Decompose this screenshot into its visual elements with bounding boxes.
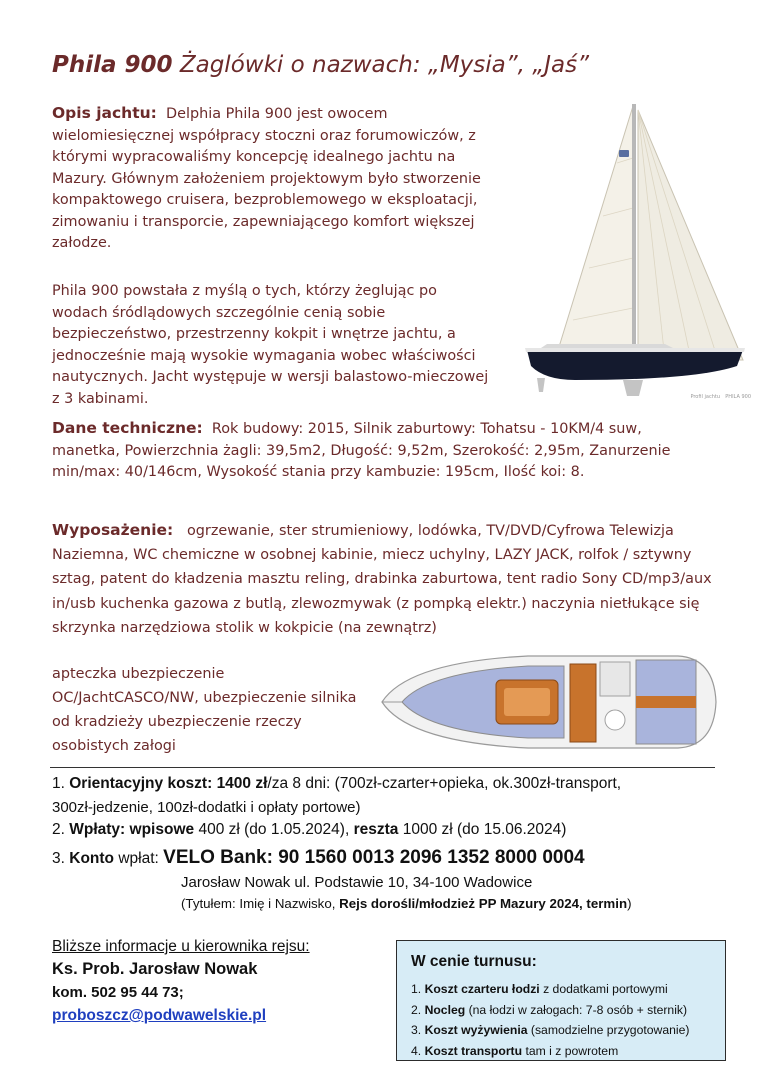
account-item: 3. Konto wpłat: VELO Bank: 90 1560 0013 2096 1352 8000 0004 xyxy=(52,847,585,868)
technical-data xyxy=(52,418,712,484)
bank-account-number: VELO Bank: 90 1560 0013 2096 1352 8000 0004 xyxy=(163,847,585,868)
payment-item: 2. Wpłaty: wpisowe 400 zł (do 1.05.2024), reszta 1000 zł (do 15.06.2024) xyxy=(52,821,567,838)
balance-value: 1000 zł (do 15.06.2024) xyxy=(402,821,567,838)
technical-data-text: Rok budowy: 2015, Silnik zaburtowy: Tohatsu - 10KM/4 suw, manetka, Powierzchnia żagli: 39,5m2, Długość: 9,52m, Szerokość: 2,95m, Zanurzenie min/max: 40/146cm, Wysokość stania przy kambuzie: 195cm, Ilość koi: 8. xyxy=(52,421,671,480)
price-includes-box xyxy=(396,940,726,1061)
contact-section xyxy=(52,938,310,1025)
cost-item-1-detail: 300zł-jedzenie, 100zł-dodatki i opłaty portowe) xyxy=(52,799,361,816)
account-label: Konto xyxy=(69,850,115,867)
contact-email-link[interactable]: proboszcz@podwawelskie.pl xyxy=(52,1007,267,1024)
payment-label: Wpłaty: xyxy=(69,821,126,838)
deposit-label: wpisowe xyxy=(129,821,195,838)
description-text: Delphia Phila 900 jest owocem wielomiesięcznej współpracy stoczni oraz forumowiczów, z którymi wypracowaliśmy koncepcję idealnego jachtu na Mazury. Głównym założeniem projektowym było stworzenie kompaktowego cruisera, bezproblemowego w eksploatacji, zimowaniu i transporcie, zapewniającego komfort większej załodze. xyxy=(52,106,481,251)
yacht-description xyxy=(52,103,492,255)
equipment-label: Wyposażenie: xyxy=(52,521,174,539)
price-item: 3. Koszt wyżywienia (samodzielne przygotowanie) xyxy=(411,1023,690,1037)
price-item: 2. Nocleg (na łodzi w załogach: 7-8 osób + sternik) xyxy=(411,1002,688,1017)
account-holder-address: Jarosław Nowak ul. Podstawie 10, 34-100 Wadowice xyxy=(181,874,533,891)
equipment-text: ogrzewanie, ster strumieniowy, lodówka, TV/DVD/Cyfrowa Telewizja Naziemna, WC chemiczne w osobnej kabinie, miecz uchylny, LAZY JACK, rolfok / sztywny sztag, patent do kładzenia masztu reling, drabinka zaburtowa, tent radio Sony CD/mp3/aux in/usb kuchenka gazowa z butlą, zlewozmywak (z pompką elektr.) naczynia nietłukące się skrzynka narzędziowa stolik w kokpicie (na zewnątrz) xyxy=(52,523,712,636)
deposit-value: 400 zł (do 1.05.2024), xyxy=(198,821,350,838)
cost-item-1: 1. Orientacyjny koszt: 1400 zł/za 8 dni: (700zł-czarter+opieka, ok.300zł-transport, xyxy=(52,775,622,792)
price-item: 1. Koszt czarteru łodzi z dodatkami portowymi xyxy=(411,982,668,996)
deck-plan-illustration xyxy=(378,650,718,752)
boat-model-caption: PHILA 900 xyxy=(725,394,751,400)
contact-header: Bliższe informacje u kierownika rejsu: xyxy=(52,938,310,955)
price-box-title: W cenie turnusu: xyxy=(411,953,537,970)
cost-value: 1400 zł xyxy=(216,775,268,792)
equipment-insurance: apteczka ubezpieczenie OC/JachtCASCO/NW, ubezpieczenie silnika od kradzieży ubezpieczenie rzeczy osobistych załogi xyxy=(52,666,357,754)
balance-label: reszta xyxy=(353,821,399,838)
transfer-title-note: (Tytułem: Imię i Nazwisko, Rejs dorośli/młodzież PP Mazury 2024, termin) xyxy=(181,896,632,911)
section-divider xyxy=(50,767,715,768)
cost-label: Orientacyjny koszt: xyxy=(69,775,213,792)
price-item: 4. Koszt transportu tam i z powrotem xyxy=(411,1043,619,1058)
sailboat-illustration xyxy=(515,98,755,408)
boat-caption: Profil jachtu xyxy=(690,394,720,400)
contact-name: Ks. Prob. Jarosław Nowak xyxy=(52,960,258,978)
yacht-description-2: Phila 900 powstała z myślą o tych, którzy żeglując po wodach śródlądowych szczególnie cenią sobie bezpieczeństwo, przestrzenny kokpit i wnętrze jachtu, a jednocześnie mają wysokie wymagania wobec właściwości nautycznych. Jacht występuje w wersji balastowo-mieczowej z 3 kabinami. xyxy=(52,283,489,407)
description-label: Opis jachtu: xyxy=(52,104,157,122)
technical-data-label: Dane techniczne: xyxy=(52,419,203,437)
cost-detail: (700zł-czarter+opieka, ok.300zł-transport, xyxy=(334,775,622,792)
equipment xyxy=(52,518,717,640)
page-title: Phila 900 Żaglówki o nazwach: „Mysia”, „Jaś” xyxy=(52,52,589,78)
contact-phone: kom. 502 95 44 73; xyxy=(52,984,184,1001)
